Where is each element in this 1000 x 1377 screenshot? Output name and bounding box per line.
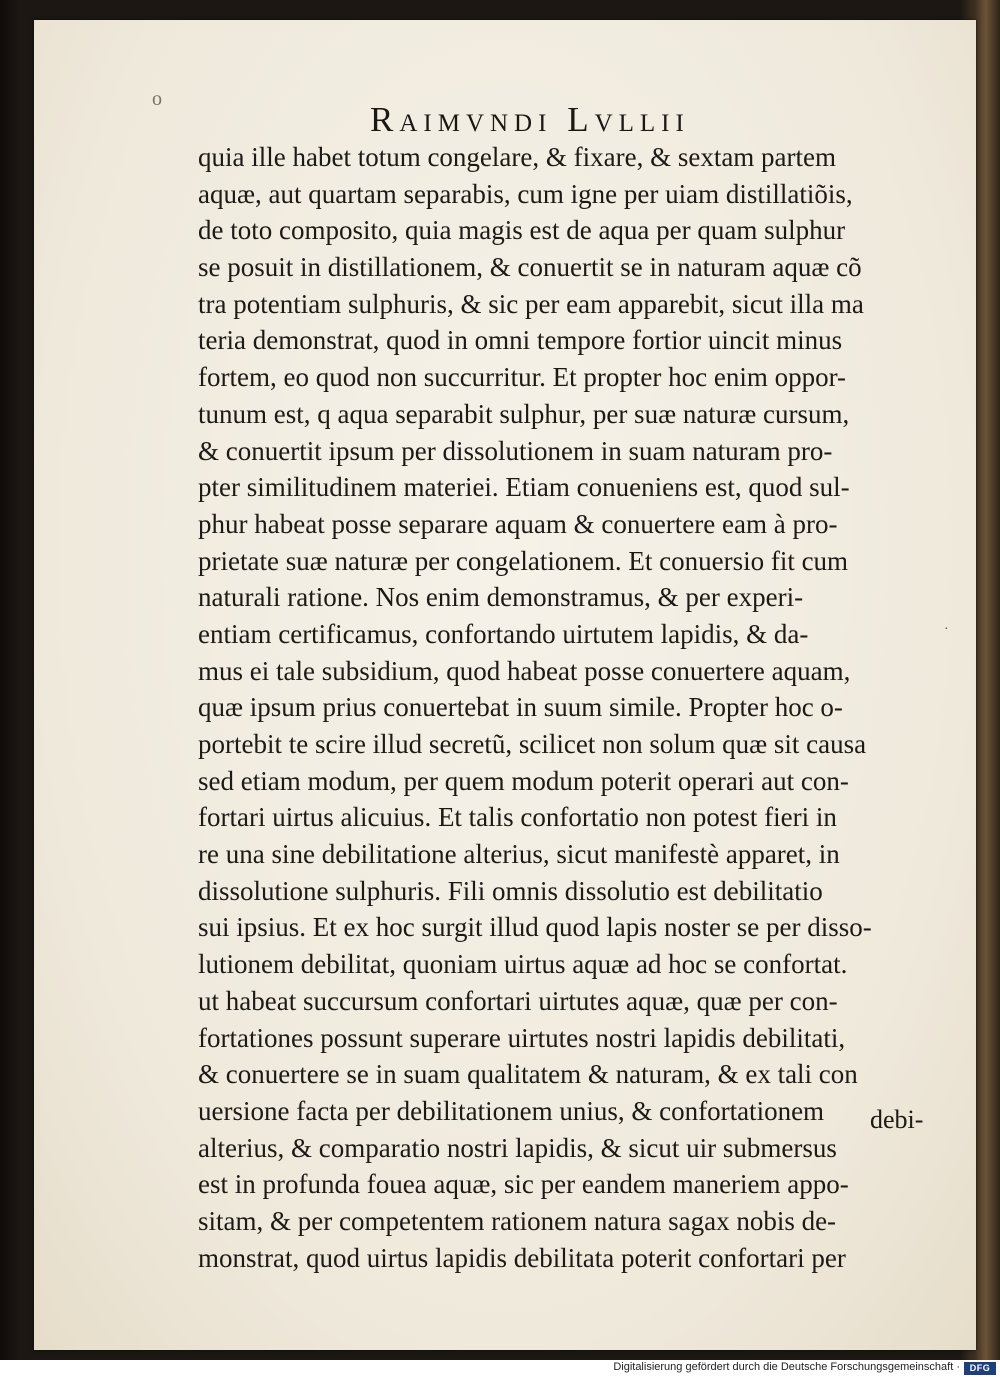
running-head: Raimvndi Lvllii [370,100,690,139]
text-line: pter similitudinem materiei. Etiam conueniens est, quod sul- [198,472,850,503]
catchword: debi- [870,1105,924,1134]
text-line: tunum est, q aqua separabit sulphur, per suæ naturæ cursum, [198,398,850,429]
funding-credit: Digitalisierung gefördert durch die Deutsche Forschungsgemeinschaft · [613,1361,960,1373]
text-line: sui ipsius. Et ex hoc surgit illud quod lapis noster se per disso- [198,912,872,943]
text-line: fortem, eo quod non succurritur. Et propter hoc enim oppor- [198,362,847,393]
text-line: alterius, & comparatio nostri lapidis, & sicut uir submersus [198,1132,837,1163]
text-line: naturali ratione. Nos enim demonstramus, & per experi- [198,582,804,613]
text-line: monstrat, quod uirtus lapidis debilitata poterit confortari per [198,1242,846,1273]
text-line: lutionem debilitat, quoniam uirtus aquæ ad hoc se confortat. [198,949,848,980]
text-line: re una sine debilitatione alterius, sicut manifestè apparet, in [198,839,840,870]
text-line: aquæ, aut quartam separabis, cum igne per uiam distillatiõis, [198,178,853,209]
body-text [198,139,928,1276]
text-line: uersione facta per debilitationem unius, & confortationem [198,1095,825,1126]
text-line: ut habeat succursum confortari uirtutes aquæ, quæ per con- [198,985,838,1016]
text-line: entiam certificamus, confortando uirtutem lapidis, & da- [198,618,809,649]
text-line: teria demonstrat, quod in omni tempore fortior uincit minus [198,325,843,356]
text-line: & conuertit ipsum per dissolutionem in suam naturam pro- [198,435,833,466]
text-line: tra potentiam sulphuris, & sic per eam apparebit, sicut illa ma [198,288,864,319]
text-line: dissolutione sulphuris. Fili omnis dissolutio est debilitatio [198,875,823,906]
book-edge [974,0,1000,1360]
text-line: mus ei tale subsidium, quod habeat posse conuertere aquam, [198,655,851,686]
folio-mark: o [152,88,162,110]
text-line: fortationes possunt superare uirtutes nostri lapidis debilitati, [198,1022,846,1053]
dfg-logo: DFG [964,1362,996,1375]
text-line: sed etiam modum, per quem modum poterit operari aut con- [198,765,849,796]
margin-mark: · [944,622,949,637]
text-line: de toto composito, quia magis est de aqua per quam sulphur [198,215,846,246]
text-line: se posuit in distillationem, & conuertit se in naturam aquæ cõ [198,252,862,283]
text-line: prietate suæ naturæ per congelationem. Et conuersio fit cum [198,545,849,576]
text-line: sitam, & per competentem rationem natura sagax nobis de- [198,1205,837,1236]
text-line: quia ille habet totum congelare, & fixare, & sextam partem [198,142,837,172]
text-line: portebit te scire illud secretũ, scilicet non solum quæ sit causa [198,729,867,759]
text-line: est in profunda fouea aquæ, sic per eandem maneriem appo- [198,1169,849,1200]
text-line: quæ ipsum prius conuertebat in suum simile. Propter hoc o- [198,692,843,723]
text-line: fortari uirtus alicuius. Et talis confortatio non potest fieri in [198,802,837,833]
text-line: & conuertere se in suam qualitatem & naturam, & ex tali con [198,1059,858,1090]
footer-bar [0,1360,1000,1377]
text-line: phur habeat posse separare aquam & conuertere eam à pro- [198,508,838,539]
